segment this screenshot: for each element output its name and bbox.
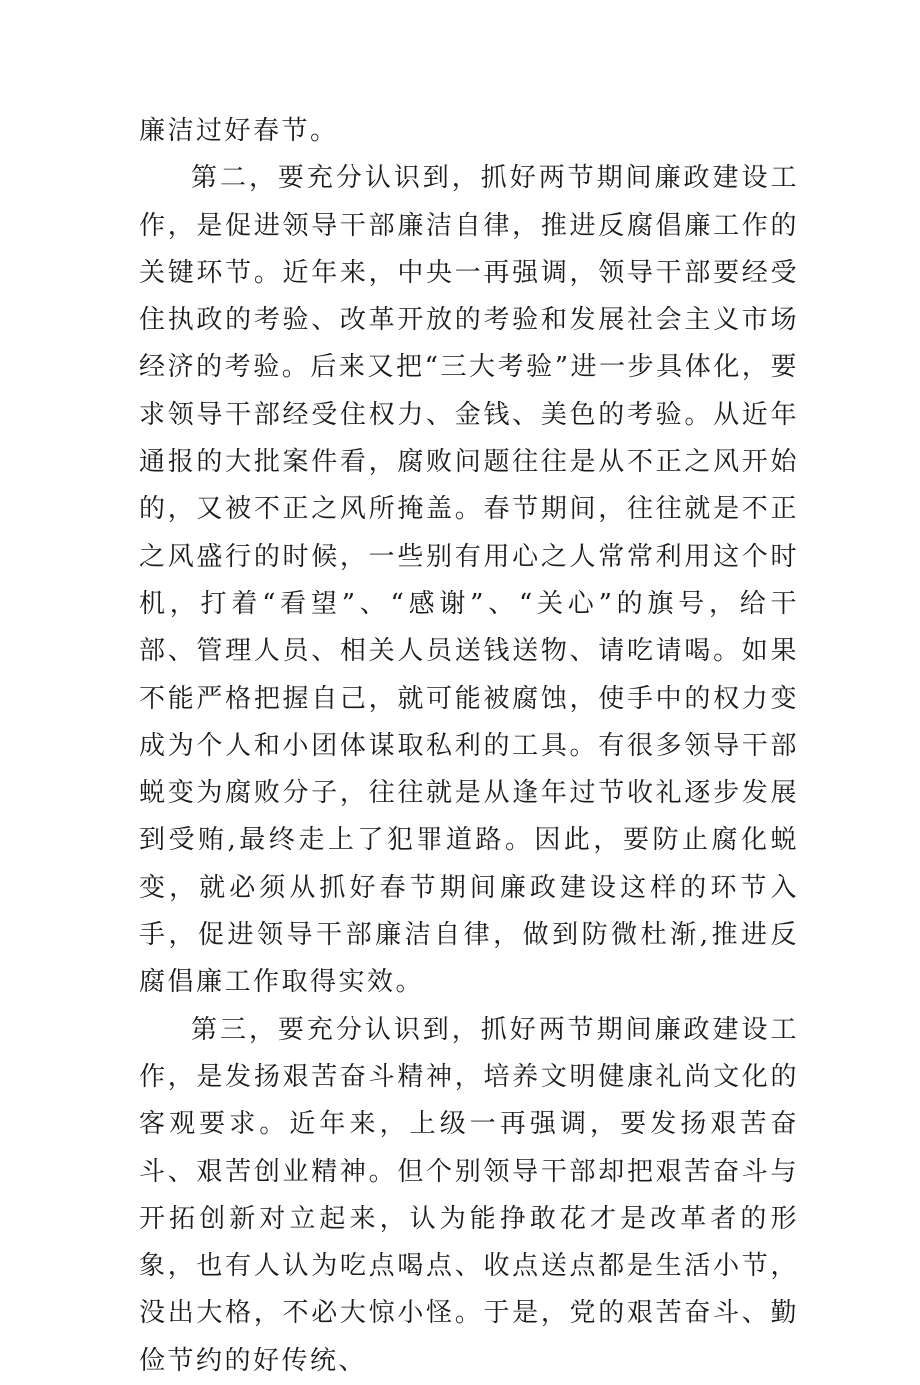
paragraph-continuation: 廉洁过好春节。	[139, 116, 339, 146]
paragraph-second-point: 第二，要充分认识到，抓好两节期间廉政建设工作，是促进领导干部廉洁自律，推进反腐倡廉工作的关键环节。近年来，中央一再强调，领导干部要经受住执政的考验、改革开放的考验和发展社会主义市场经济的考验。后来又把“三大考验”进一步具体化，要求领导干部经受住权力、金钱、美色的考验。从近年通报的大批案件看，腐败问题往往是从不正之风开始的，又被不正之风所掩盖。春节期间，往往就是不正之风盛行的时候，一些别有用心之人常常利用这个时机，打着“看望”、“感谢”、“关心”的旗号，给干部、管理人员、相关人员送钱送物、请吃请喝。如果不能严格把握自己，就可能被腐蚀，使手中的权力变成为个人和小团体谋取私利的工具。有很多领导干部蜕变为腐败分子，往往就是从逢年过节收礼逐步发展到受贿,最终走上了犯罪道路。因此，要防止腐化蜕变，就必须从抓好春节期间廉政建设这样的环节入手，促进领导干部廉洁自律，做到防微杜渐,推进反腐倡廉工作取得实效。	[139, 163, 799, 998]
paragraph-third-point: 第三，要充分认识到，抓好两节期间廉政建设工作，是发扬艰苦奋斗精神，培养文明健康礼尚文化的客观要求。近年来，上级一再强调，要发扬艰苦奋斗、艰苦创业精神。但个别领导干部却把艰苦奋斗与开拓创新对立起来，认为能挣敢花才是改革者的形象，也有人认为吃点喝点、收点送点都是生活小节，没出大格，不必大惊小怪。于是，党的艰苦奋斗、勤俭节约的好传统、	[139, 1014, 799, 1376]
document-body	[139, 108, 799, 1385]
